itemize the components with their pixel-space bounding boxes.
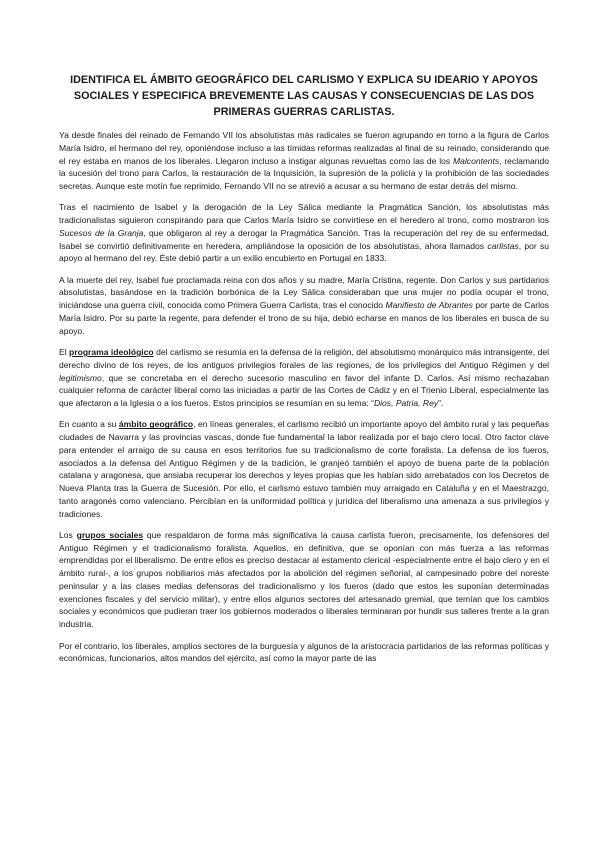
paragraph-1-text-a: Ya desde finales del reinado de Fernando VII los absolutistas más radicales se fueron agrupando en torno a la figura de Carlos María Isidro, el hermano del rey, oponiéndose incluso a las tímidas reformas realizadas al final de su reinado, considerando que el rey estaba en manos de los liberales. Llegaron incluso a instigar algunas revueltas como las de los — [59, 130, 549, 166]
programa-ideologico-heading: programa ideológico — [69, 347, 154, 358]
paragraph-3-text-c: por parte de Carlos María Isidro. Por su parte la regente, para defender el trono de su hija, debió echarse en manos de los liberales en busca de su apoyo. — [59, 300, 549, 336]
legitimismo-term: legitimismo — [59, 372, 102, 383]
malcontents-term: Malcontents — [453, 155, 500, 166]
ambito-geografico-heading: ámbito geográfico — [118, 419, 194, 430]
paragraph-1 — [59, 129, 549, 193]
document-title: IDENTIFICA EL ÁMBITO GEOGRÁFICO DEL CARLISMO Y EXPLICA SU IDEARIO Y APOYOS SOCIALES Y ESPECIFICA BREVEMENTE LAS CAUSAS Y CONSECUENCIAS DE LAS DOS PRIMERAS GUERRAS CARLISTAS. — [70, 74, 538, 118]
paragraph-4-text-g: ”. — [438, 398, 444, 409]
paragraph-7 — [59, 640, 549, 666]
paragraph-6-text-c: que respaldaron de forma más significativa la causa carlista fueron, precisamente, los defensores del Antiguo Régimen y el tradicionalismo foralista. Aquellos, en definitiva, que se oponían con más fuerza a las reformas emprendidas por el liberalismo. De entre ellos es preciso destacar al estamento clerical -especialmente entre el bajo clero y en el ámbito rural-, a los grupos nobiliarios más afectados por la abolición del régimen señorial, al campesinado pobre del noreste peninsular y a las clases medias defensoras del tradicionalismo y los fueros (dado que estos les suponían determinadas exenciones fiscales y del servicio militar), y entre ellos algunos sectores del artesanado gremial, que temían que los cambios sociales y económicos que pudieran traer los gobiernos moderados o liberales terminaran por hundir sus talleres frente a la gran industria. — [59, 529, 549, 630]
paragraph-4-text-e: , que se concretaba en el derecho sucesorio masculino en favor del infante D. Carlos. Así mismo rechazaban cualquier reforma de carácter liberal como las iniciadas a partir de las Cortes de Cádiz y en el Trienio Liberal, especialmente las que afectaron a la Iglesia o a los fueros. Estos principios se resumían en su lema: “ — [59, 372, 549, 409]
paragraph-2-text-a: Tras el nacimiento de Isabel y la derogación de la Ley Sálica mediante la Pragmática Sanción, los absolutistas más tradicionalistas siguieron conspirando para que Carlos María Isidro se convirtiese en el heredero al trono, como mostraron los — [59, 202, 549, 226]
paragraph-5 — [59, 418, 549, 520]
paragraph-3 — [59, 274, 549, 338]
paragraph-5-text-c: , en líneas generales, el carlismo recibió un importante apoyo del ámbito rural y las pequeñas ciudades de Navarra y las provincias vascas, donde fue fundamental la labor realizada por el bajo clero local. Otro factor clave para entender el arraigo de su causa en esos territorios fue su tradicionalismo de corte foralista. La defensa de los fueros, asociados a la defensa del Antiguo Régimen y de la tradición, le granjeó también el apoyo de buena parte de la población catalana y aragonesa, que ansiaba recuperar los derechos y leyes propias que les habían sido arrebatados con los Decretos de Nueva Planta tras la Guerra de Sucesión. Por ello, el carlismo estuvo también muy arraigado en Cataluña y en el Maestrazgo, tanto aragonés como valenciano. Percibían en la uniformidad política y jurídica del liberalismo una amenaza a sus privilegios y tradiciones. — [59, 419, 549, 519]
paragraph-4 — [59, 346, 549, 410]
paragraph-4-text-c: del carlismo se resumía en la defensa de la religión, del absolutismo monárquico más intransigente, del derecho divino de los reyes, de los antiguos privilegios forales de las regiones, de los privilegios del Antiguo Régimen y del — [59, 347, 550, 370]
paragraph-7-text-a: Por el contrario, los liberales, amplios sectores de la burguesía y algunos de la aristocracia partidarios de las reformas políticas y económicas, funcionarios, altos mandos del ejército, así como la mayor parte de las — [59, 640, 549, 664]
paragraph-2 — [59, 201, 549, 265]
manifiesto-abrantes-term: Manifiesto de Abrantes — [385, 300, 473, 311]
sucesos-granja-term: Sucesos de la Granja — [59, 227, 144, 238]
paragraph-6-text-a: Los — [59, 529, 77, 540]
paragraph-6 — [59, 529, 549, 631]
paragraph-1-text-c: , reclamando la sucesión del trono para Carlos, la restauración de la Inquisición, la supresión de la policía y la prohibición de las sociedades secretas. Aunque este motín fue reprimido, Fernando VII no se atrevió a acusar a su hermano de estar detrás del mismo. — [59, 155, 549, 191]
grupos-sociales-heading: grupos sociales — [76, 529, 144, 540]
paragraph-2-text-e: , por su apoyo al hermano del rey. Éste debió partir a un exilio encubierto en Portugal en 1833. — [59, 240, 549, 264]
carlistas-term: carlistas — [487, 240, 519, 251]
lema-term: Dios, Patria, Rey — [373, 398, 439, 409]
paragraph-4-text-a: El — [59, 347, 70, 358]
paragraph-3-text-a: A la muerte del rey, Isabel fue proclamada reina con dos años y su madre, María Cristina, regente. Don Carlos y sus partidarios absolutistas, basándose en la tradición borbónica de la Ley Sálica consideraban que una mujer no podía ocupar el trono, iniciándose una guerra civil, conocida como Primera Guerra Carlista, tras el conocido — [59, 274, 549, 311]
paragraph-5-text-a: En cuanto a su — [59, 419, 119, 430]
paragraph-2-text-c: , que obligaron al rey a derogar la Pragmática Sanción. Tras la recuperación del rey de su enfermedad, Isabel se convirtió definitivamente en heredera, ampliándose la oposición de los absolutistas, ahora llamados — [59, 227, 549, 251]
